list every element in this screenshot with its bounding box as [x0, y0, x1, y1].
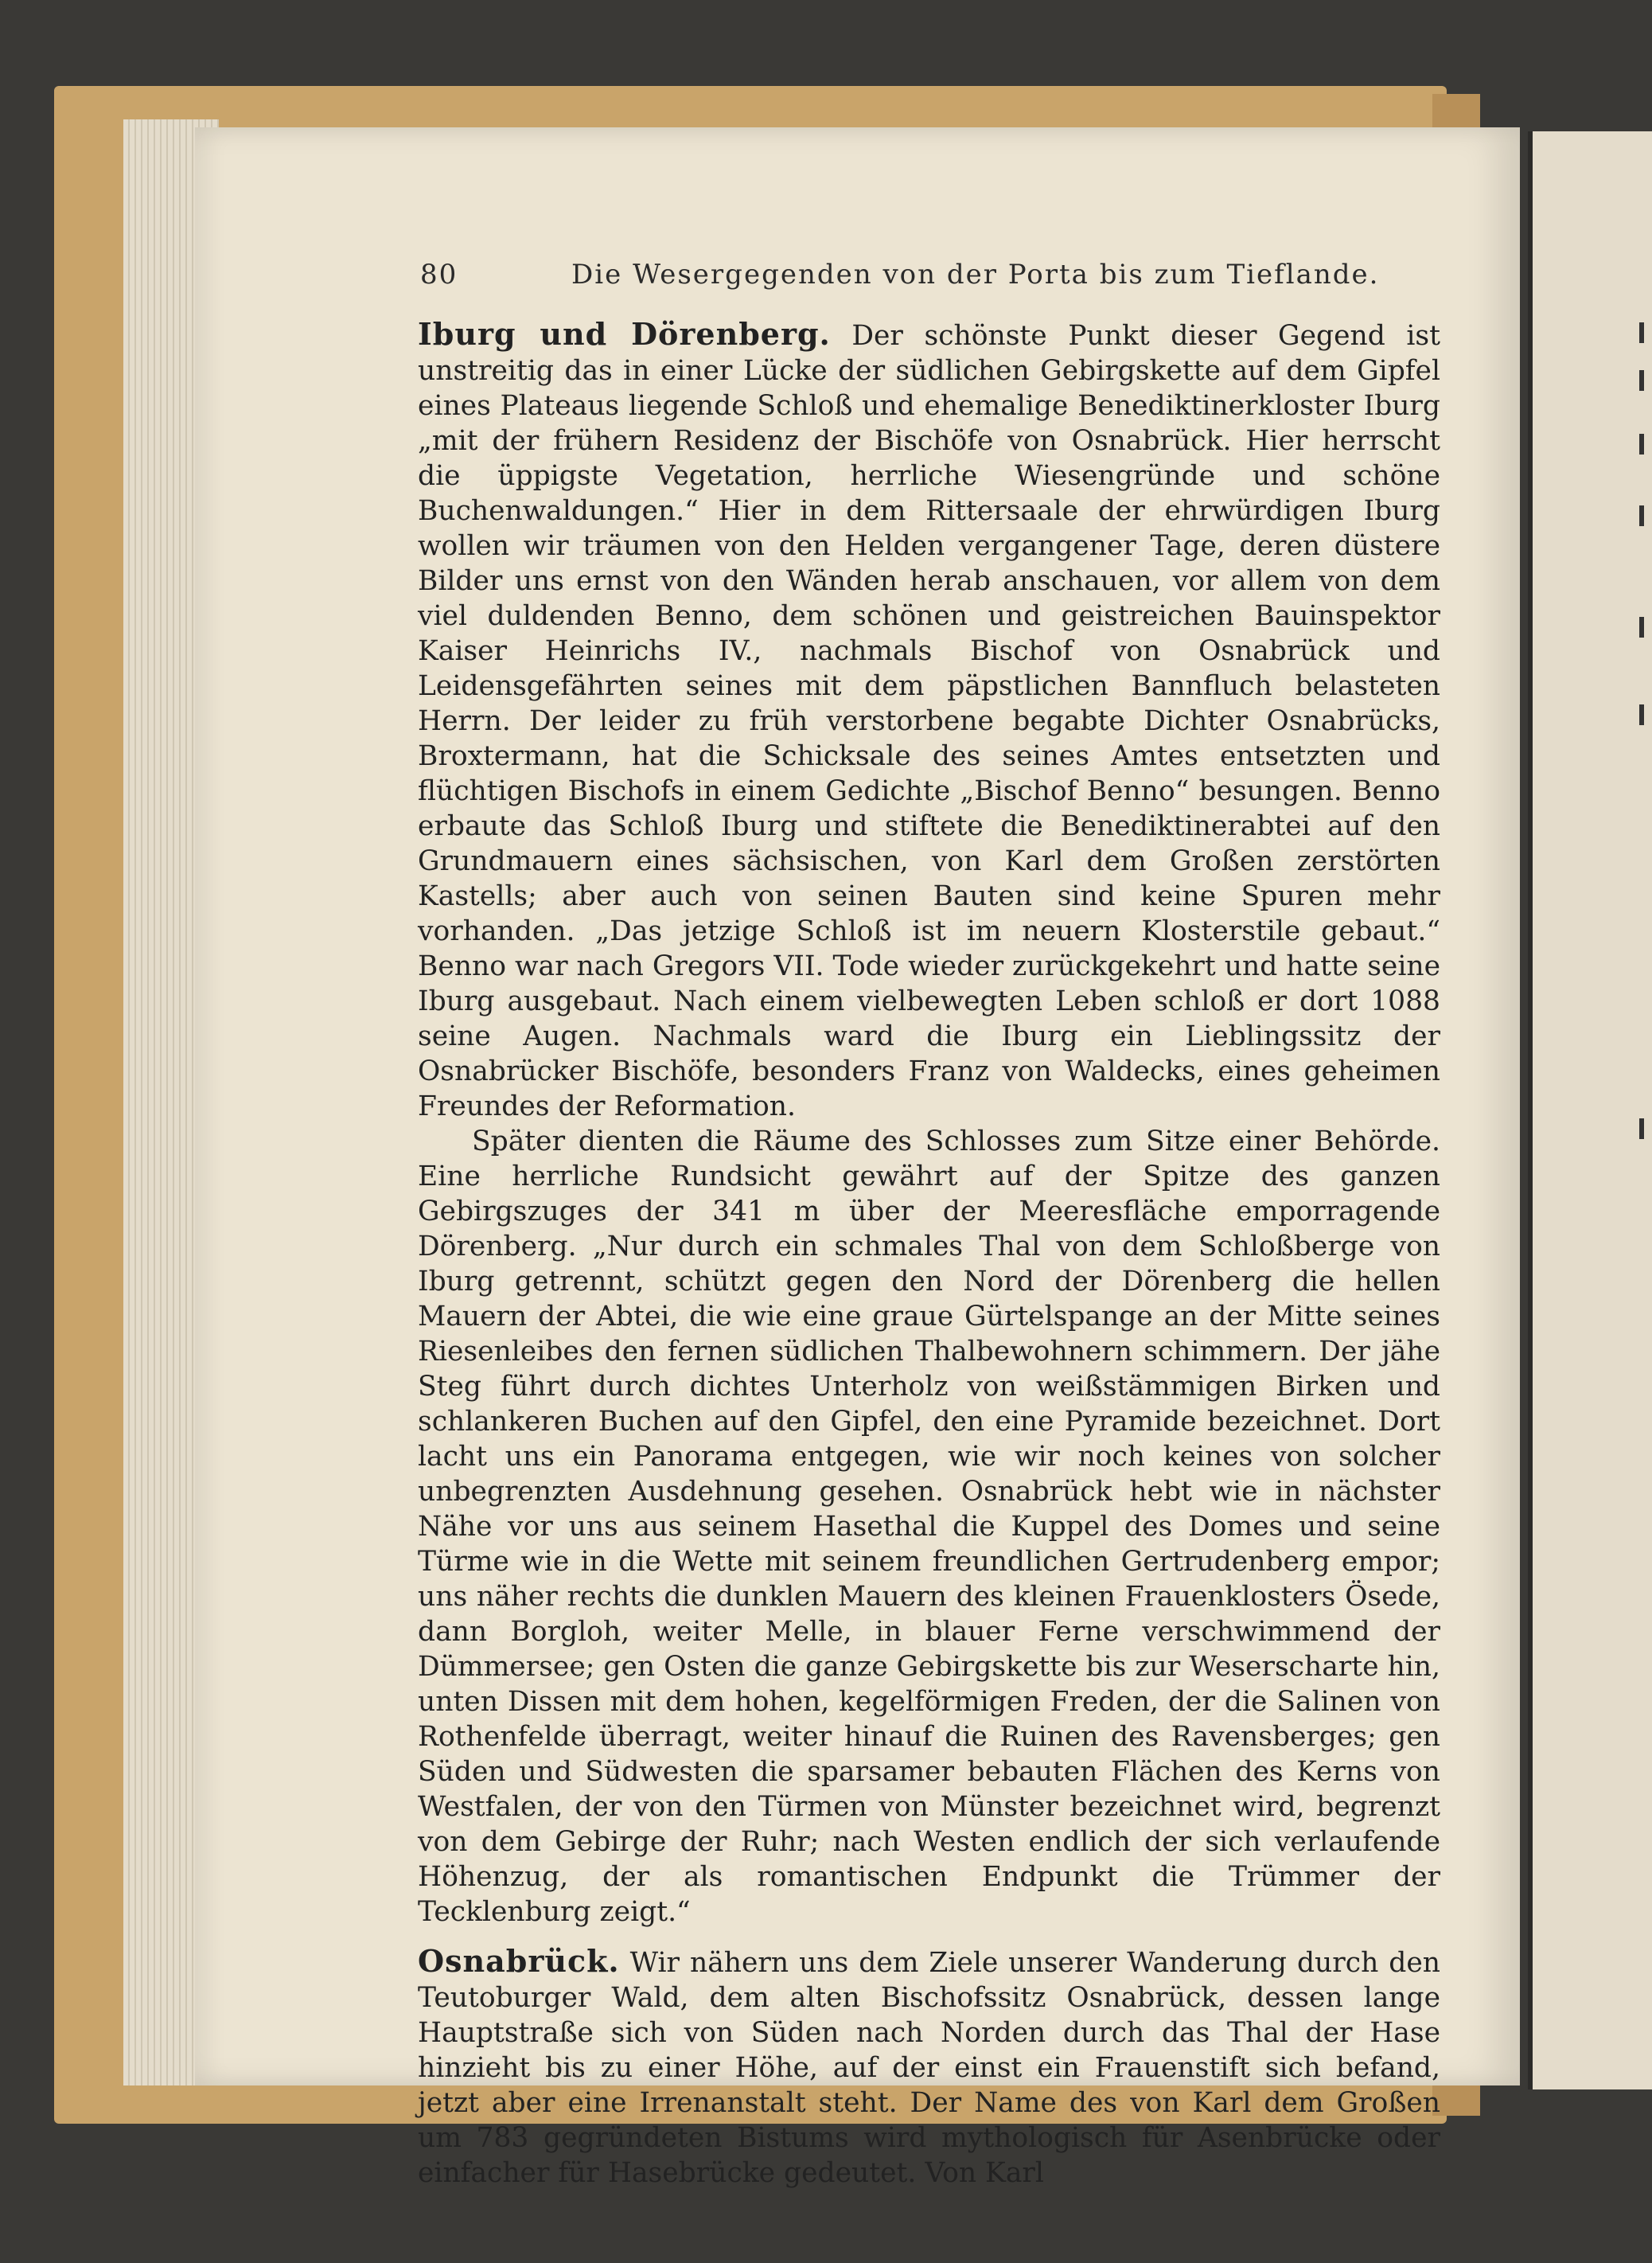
paragraph-text: Wir nähern uns dem Ziele unserer Wanderung durch den Teutoburger Wald, dem alten Bischofssitz Osnabrück, dessen lange Hauptstraße sich von Süden nach Norden durch das Thal der Hase hinzieht bis zu einer Höhe, auf der einst ein Frauenstift sich befand, jetzt aber eine Irrenanstalt steht. Der Name des von Karl dem Großen um 783 gegründeten Bistums wird mythologisch für Asenbrücke oder einfacher für Hasebrücke gedeutet. Von Karl [418, 1947, 1440, 2189]
section-iburg-paragraph-1 [418, 317, 1440, 1124]
page-number: 80 [420, 259, 458, 291]
paragraph-text: Der schönste Punkt dieser Gegend ist unstreitig das in einer Lücke der südlichen Gebirgskette auf dem Gipfel eines Plateaus liegende Schloß und ehemalige Benediktinerkloster Iburg „mit der frühern Residenz der Bischöfe von Osnabrück. Hier herrscht die üppigste Vegetation, herrliche Wiesengründe und schöne Buchenwaldungen.“ Hier in dem Rittersaale der ehrwürdigen Iburg wollen wir träumen von den Helden vergangener Tage, deren düstere Bilder uns ernst von den Wänden herab anschauen, vor allem von dem viel duldenden Benno, dem schönen und geistreichen Bauinspektor Kaiser Heinrichs IV., nachmals Bischof von Osnabrück und Leidensgefährten seines mit dem päpstlichen Bannfluch belasteten Herrn. Der leider zu früh verstorbene begabte Dichter Osnabrücks, Broxtermann, hat die Schicksale des seines Amtes entsetzten und flüchtigen Bischofs in einem Gedichte „Bischof Benno“ besungen. Benno erbaute das Schloß Iburg und stiftete die Benediktinerabtei auf den Grundmauern eines sächsischen, von Karl dem Großen zerstörten Kastells; aber auch von seinen Bauten sind keine Spuren mehr vorhanden. „Das jetzige Schloß ist im neuern Klosterstile gebaut.“ Benno war nach Gregors VII. Tode wieder zurückgekehrt und hatte seine Iburg ausgebaut. Nach einem vielbewegten Leben schloß er dort 1088 seine Augen. Nachmals ward die Iburg ein Lieblingssitz der Osnabrücker Bischöfe, besonders Franz von Waldecks, eines geheimen Freundes der Reformation. [418, 320, 1440, 1122]
facing-page-edge [1528, 131, 1652, 2089]
section-heading-iburg: Iburg und Dörenberg. [418, 316, 831, 352]
paragraph-text: Später dienten die Räume des Schlosses zum Sitze einer Behörde. Eine herrliche Rundsicht gewährt auf der Spitze des ganzen Gebirgszuges der 341 m über der Meeresfläche emporragende Dörenberg. „Nur durch ein schmales Thal von dem Schloßberge von Iburg getrennt, schützt gegen den Nord der Dörenberg die hellen Mauern der Abtei, die wie eine graue Gürtelspange an der Mitte seines Riesenleibes den fernen südlichen Thalbewohnern schimmern. Der jähe Steg führt durch dichtes Unterholz von weißstämmigen Birken und schlankeren Buchen auf den Gipfel, den eine Pyramide bezeichnet. Dort lacht uns ein Panorama entgegen, wie wir noch keines von solcher unbegrenzten Ausdehnung gesehen. Osnabrück hebt wie in nächster Nähe vor uns aus seinem Hasethal die Kuppel des Domes und seine Türme wie in die Wette mit seinem freundlichen Gertrudenberg empor; uns näher rechts die dunklen Mauern des kleinen Frauenklosters Ösede, dann Borgloh, weiter Melle, in blauer Ferne verschwimmend der Dümmersee; gen Osten die ganze Gebirgskette bis zur Weserscharte hin, unten Dissen mit dem hohen, kegelförmigen Freden, der die Salinen von Rothenfelde überragt, weiter hinauf die Ruinen des Ravensberges; gen Süden und Südwesten die sparsamer bebauten Flächen des Kerns von Westfalen, der von den Türmen von Münster bezeichnet wird, begrenzt von dem Gebirge der Ruhr; nach Westen endlich der sich verlaufende Höhenzug, der als romantischen Endpunkt die Trümmer der Tecklenburg zeigt.“ [418, 1126, 1440, 1928]
section-heading-osnabrueck: Osnabrück. [418, 1943, 620, 1979]
body-text [418, 316, 1440, 2189]
running-header [420, 259, 1380, 298]
section-iburg-paragraph-2 [418, 1124, 1440, 1929]
running-title: Die Wesergegenden von der Porta bis zum Tieflande. [571, 259, 1380, 291]
section-osnabrueck-paragraph-1 [418, 1944, 1440, 2191]
